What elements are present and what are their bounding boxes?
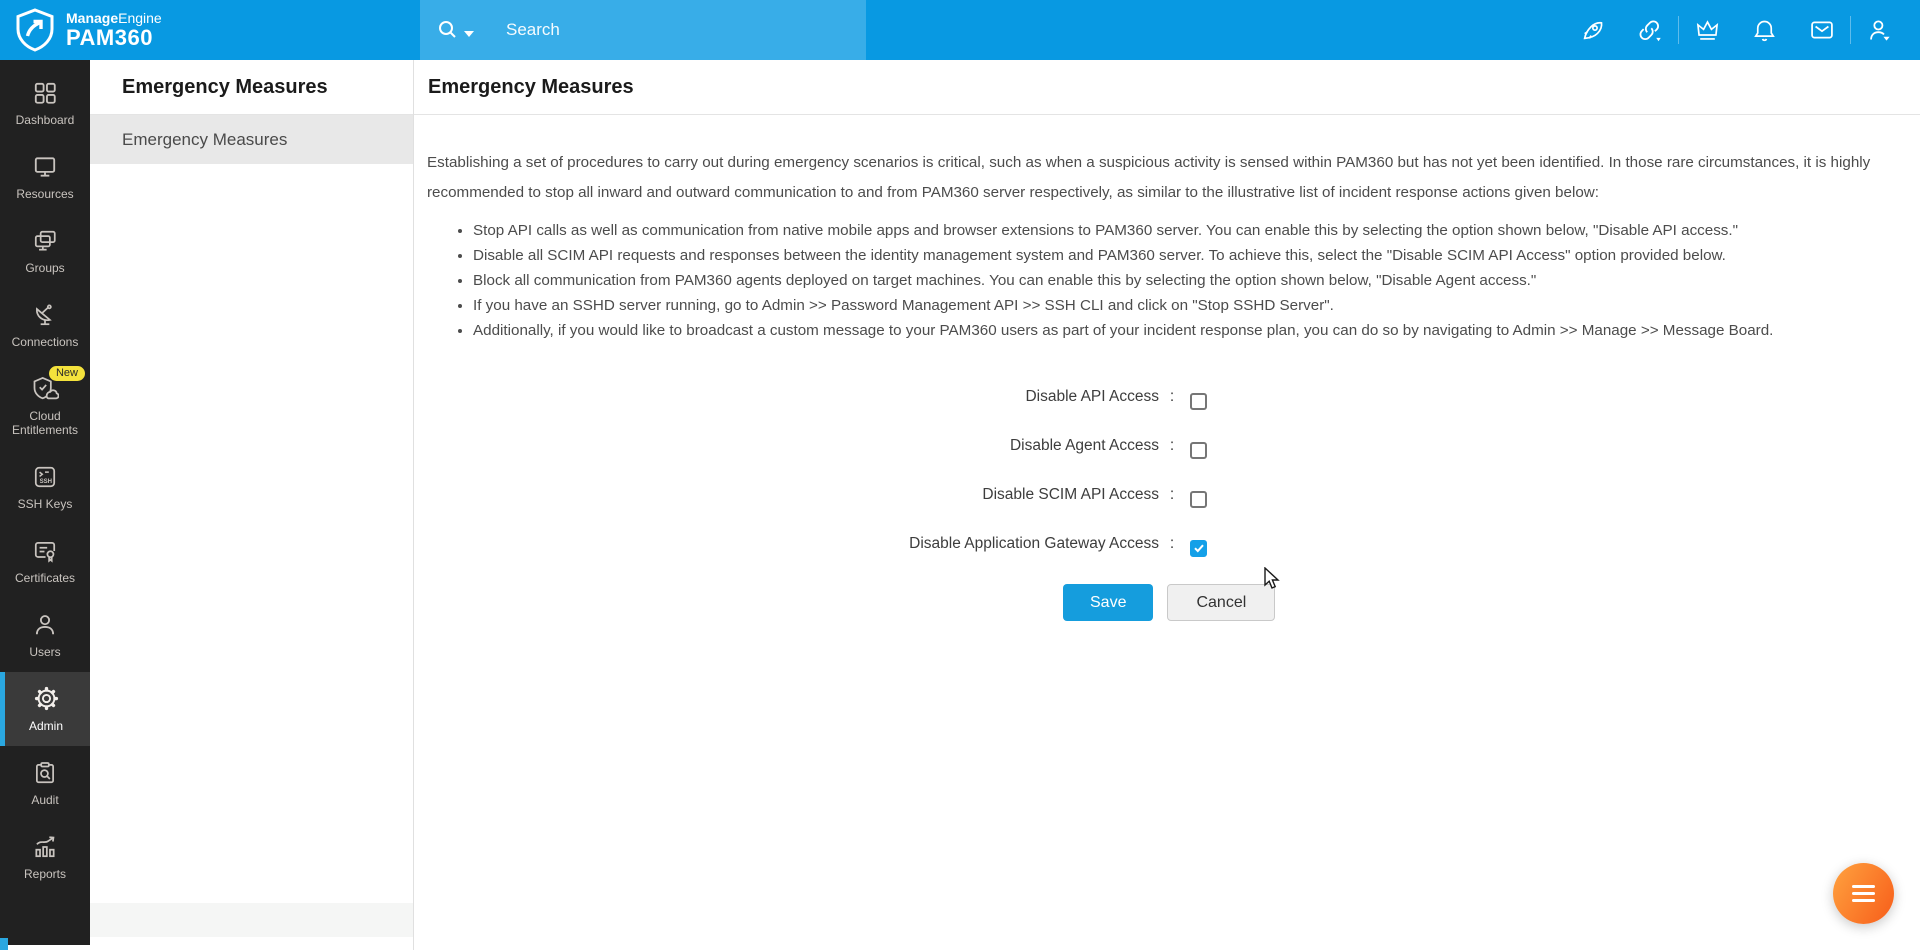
panel-footer [90, 903, 413, 937]
intro-paragraph: Establishing a set of procedures to carry out during emergency scenarios is critical, such as when a suspicious activity is sensed within PAM360 but has not yet been identified. In those rare circumstances, it is highly recommended to stop all inward and outward communication to and from PAM360 server respectively, as similar to the illustrative list of incident response actions given below: [427, 154, 1871, 201]
form-row-disable-agent-access [427, 421, 1896, 470]
sidebar-label: Connections [11, 334, 79, 349]
cancel-button[interactable]: Cancel [1167, 584, 1275, 621]
sidebar-item-groups[interactable] [0, 214, 90, 288]
pam360-shield-icon [14, 8, 56, 52]
field-label: Disable API Access [1025, 387, 1159, 405]
ssh-terminal-icon [32, 463, 58, 491]
sidebar-item-certificates[interactable] [0, 524, 90, 598]
disable-api-access-checkbox[interactable] [1190, 393, 1207, 410]
search-icon[interactable] [436, 18, 460, 42]
sidebar-item-resources[interactable] [0, 140, 90, 214]
topbar-icon-group [1564, 0, 1908, 60]
brand-text [66, 11, 162, 49]
sidebar-item-cloud-entitlements[interactable] [0, 362, 90, 450]
list-item: • Stop API calls as well as communication from native mobile apps and browser extensions to PAM360 server. You can enable this by selecting the option shown below, "Disable API access." [473, 218, 1896, 243]
brand-logo[interactable] [0, 8, 420, 52]
form-row-disable-application-gateway-access [427, 519, 1896, 568]
list-item: • Disable all SCIM API requests and responses between the identity management system and PAM360 server. To achieve this, select the "Disable SCIM API Access" option provided below. [473, 243, 1896, 268]
brand-manage: Manage [66, 10, 119, 27]
sidebar-label: Reports [23, 866, 67, 881]
monitor-icon [32, 153, 58, 181]
topbar [0, 0, 1920, 60]
panel-header [90, 60, 413, 115]
page-title: Emergency Measures [428, 75, 634, 98]
brand-engine: Engine [118, 10, 162, 27]
quick-menu-fab[interactable] [1833, 863, 1894, 924]
cloud-shield-icon [31, 366, 78, 403]
satellite-dish-icon [32, 301, 58, 329]
messages-mail-icon[interactable] [1793, 0, 1850, 60]
sidebar-item-reports[interactable] [0, 820, 90, 894]
panel-title: Emergency Measures [122, 75, 328, 98]
sidebar-item-admin[interactable] [0, 672, 90, 746]
search-scope-caret-icon[interactable] [464, 31, 474, 37]
notifications-bell-icon[interactable] [1736, 0, 1793, 60]
license-crown-icon[interactable] [1679, 0, 1736, 60]
main-header [414, 60, 1920, 115]
field-label: Disable Agent Access [1009, 436, 1159, 454]
sidebar-label: Audit [31, 792, 59, 807]
list-item: • If you have an SSHD server running, go to Admin >> Password Management API >> SSH CLI and click on "Stop SSHD Server". [473, 293, 1896, 318]
svg-text:SSH: SSH [39, 478, 53, 485]
sidebar-label: Certificates [14, 570, 76, 585]
hamburger-icon [1852, 885, 1875, 888]
sidebar-label: Admin [28, 718, 63, 733]
emergency-measures-body [414, 115, 1920, 621]
emergency-measures-form [427, 372, 1896, 621]
global-search[interactable] [420, 0, 866, 60]
user-icon [32, 611, 58, 639]
form-row-disable-api-access [427, 372, 1896, 421]
clipboard-search-icon [32, 759, 58, 787]
brand-pam360: PAM360 [66, 24, 153, 50]
admin-subnav-panel [90, 60, 414, 950]
sidebar-item-audit[interactable] [0, 746, 90, 820]
new-badge: New [49, 366, 85, 381]
sidebar-label: Resources [16, 186, 74, 201]
sidebar-item-users[interactable] [0, 598, 90, 672]
sidebar-label: Dashboard [15, 112, 75, 127]
certificate-icon [32, 537, 58, 565]
dashboard-grid-icon [32, 79, 58, 107]
scroll-accent [0, 938, 8, 950]
sidebar-item-connections[interactable] [0, 288, 90, 362]
disable-application-gateway-access-checkbox[interactable] [1190, 540, 1207, 557]
panel-item-emergency-measures[interactable]: Emergency Measures [90, 115, 413, 164]
label-colon: : [1169, 485, 1175, 503]
user-account-icon[interactable] [1851, 0, 1908, 60]
gear-icon [33, 685, 60, 713]
save-button[interactable]: Save [1063, 584, 1153, 621]
bar-chart-icon [32, 833, 58, 861]
sidebar-item-ssh-keys[interactable] [0, 450, 90, 524]
sidebar-nav [0, 60, 90, 945]
group-monitors-icon [32, 227, 58, 255]
whats-new-rocket-icon[interactable] [1564, 0, 1621, 60]
field-label: Disable Application Gateway Access [909, 534, 1159, 552]
disable-scim-api-access-checkbox[interactable] [1190, 491, 1207, 508]
label-colon: : [1169, 436, 1175, 454]
quick-links-icon[interactable] [1621, 0, 1678, 60]
sidebar-label: SSH Keys [17, 496, 73, 511]
field-label: Disable SCIM API Access [982, 485, 1159, 503]
sidebar-item-dashboard[interactable] [0, 66, 90, 140]
label-colon: : [1169, 534, 1175, 552]
form-actions [1063, 584, 1896, 621]
main-content [414, 60, 1920, 950]
list-item: • Additionally, if you would like to broadcast a custom message to your PAM360 users as part of your incident response plan, you can do so by navigating to Admin >> Manage >> Message Board. [473, 318, 1896, 343]
disable-agent-access-checkbox[interactable] [1190, 442, 1207, 459]
incident-response-list [473, 218, 1896, 343]
sidebar-label: Users [29, 644, 61, 659]
form-row-disable-scim-api-access [427, 470, 1896, 519]
search-input[interactable] [506, 20, 806, 40]
label-colon: : [1169, 387, 1175, 405]
sidebar-label: Cloud Entitlements [11, 408, 79, 437]
sidebar-label: Groups [25, 260, 65, 275]
list-item: • Block all communication from PAM360 agents deployed on target machines. You can enable this by selecting the option shown below, "Disable Agent access." [473, 268, 1896, 293]
